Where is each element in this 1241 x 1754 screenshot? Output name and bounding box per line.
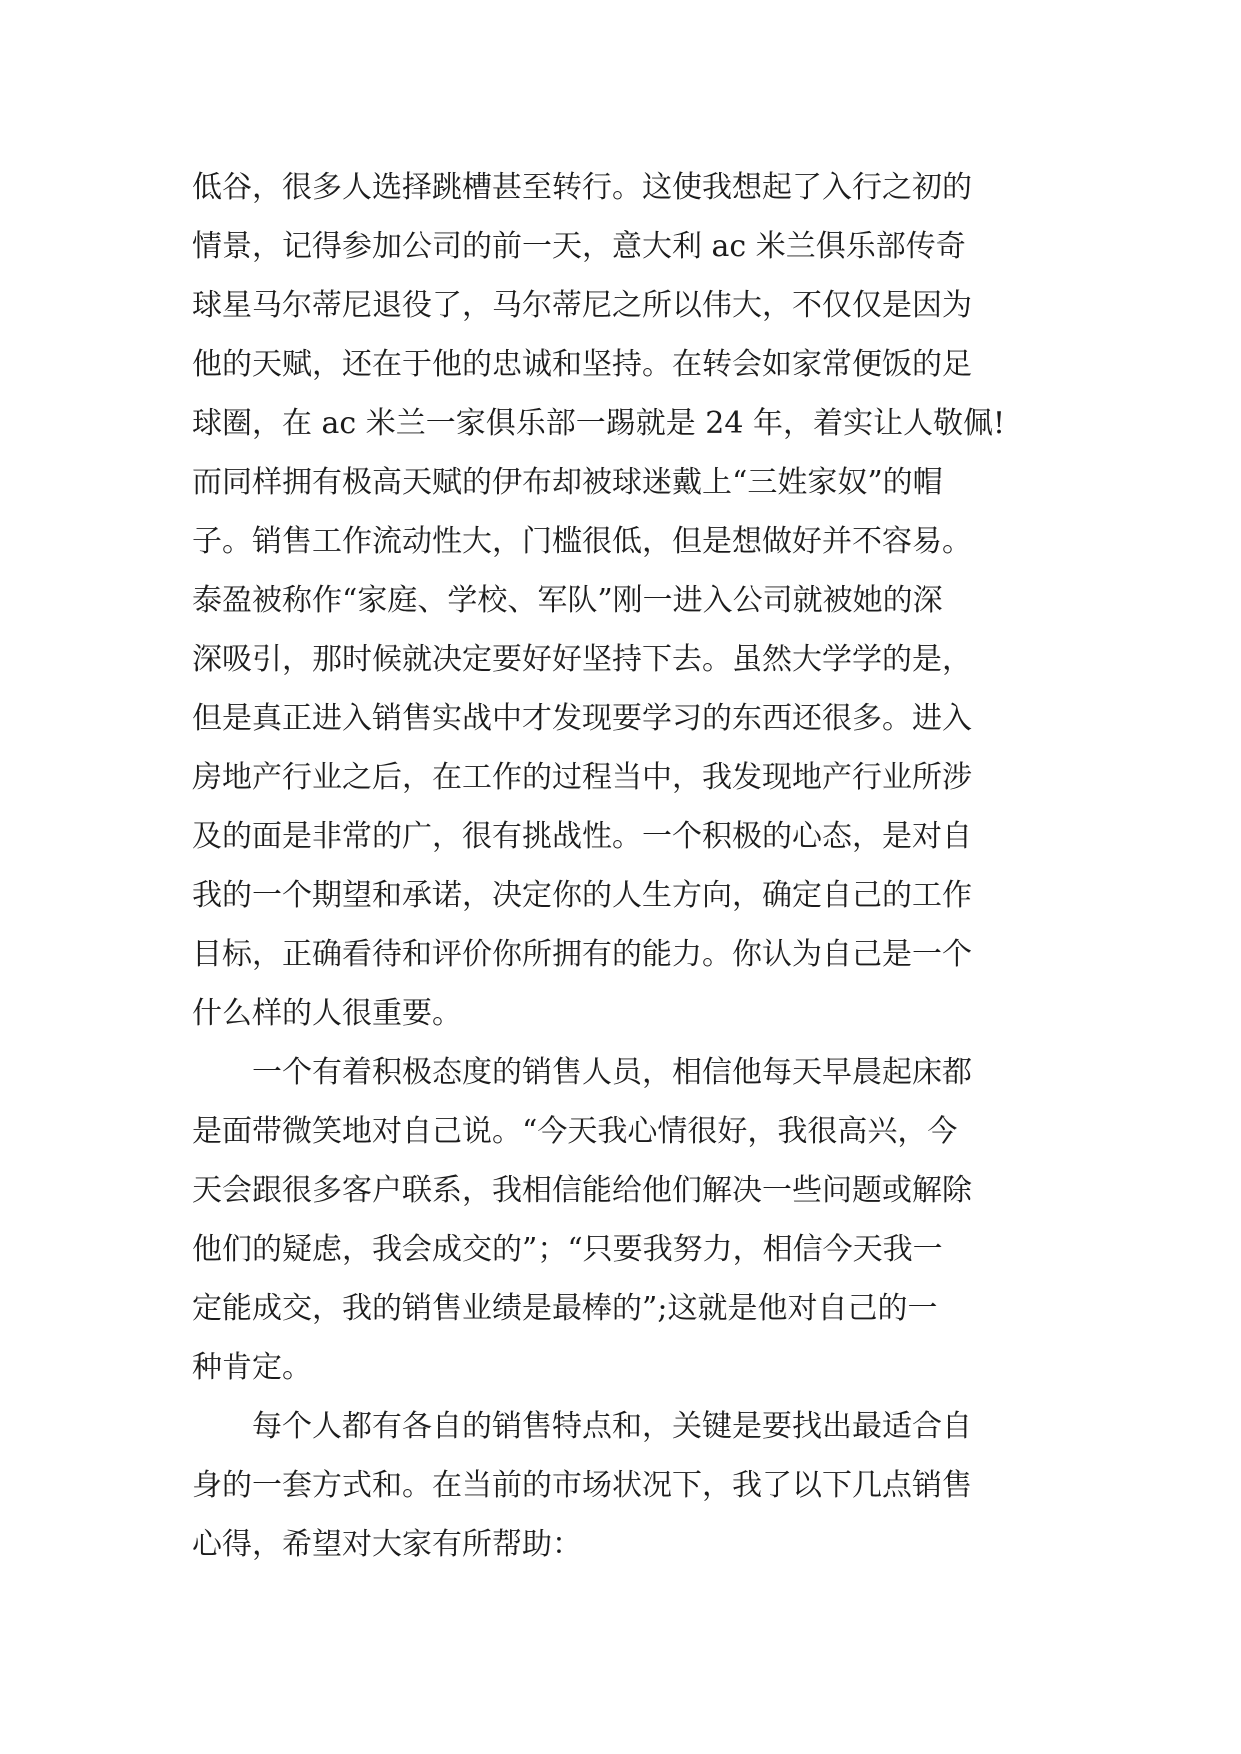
text-line: 但是真正进入销售实战中才发现要学习的东西还很多。进入 xyxy=(192,701,972,736)
text-line: 他的天赋，还在于他的忠诚和坚持。在转会如家常便饭的足 xyxy=(192,347,972,382)
text-line: 目标，正确看待和评价你所拥有的能力。你认为自己是一个 xyxy=(192,937,972,972)
text-line: 天会跟很多客户联系，我相信能给他们解决一些问题或解除 xyxy=(192,1173,972,1208)
text-line: 种肯定。 xyxy=(192,1350,312,1385)
text-line: 低谷，很多人选择跳槽甚至转行。这使我想起了入行之初的 xyxy=(192,170,972,205)
text-line: 深吸引，那时候就决定要好好坚持下去。虽然大学学的是， xyxy=(192,642,972,677)
text-line: 球圈，在 ac 米兰一家俱乐部一踢就是 24 年，着实让人敬佩! xyxy=(192,406,1006,441)
text-line: 每个人都有各自的销售特点和，关键是要找出最适合自 xyxy=(252,1409,972,1444)
text-line: 及的面是非常的广，很有挑战性。一个积极的心态，是对自 xyxy=(192,819,972,854)
text-line: 我的一个期望和承诺，决定你的人生方向，确定自己的工作 xyxy=(192,878,972,913)
text-line: 而同样拥有极高天赋的伊布却被球迷戴上“三姓家奴”的帽 xyxy=(192,465,943,500)
text-line: 什么样的人很重要。 xyxy=(192,996,462,1031)
paragraph-3 xyxy=(192,1397,1052,1574)
text-line: 情景，记得参加公司的前一天，意大利 ac 米兰俱乐部传奇 xyxy=(192,229,966,264)
text-line: 是面带微笑地对自己说。“今天我心情很好，我很高兴，今 xyxy=(192,1114,958,1149)
paragraph-2 xyxy=(192,1043,1052,1397)
text-line: 泰盈被称作“家庭、学校、军队”刚一进入公司就被她的深 xyxy=(192,583,943,618)
text-line: 定能成交，我的销售业绩是最棒的”;这就是他对自己的一 xyxy=(192,1291,938,1326)
text-line: 他们的疑虑，我会成交的”；“只要我努力，相信今天我一 xyxy=(192,1232,943,1267)
text-line: 一个有着积极态度的销售人员，相信他每天早晨起床都 xyxy=(252,1055,972,1090)
paragraph-1 xyxy=(192,158,1052,1043)
text-line: 房地产行业之后，在工作的过程当中，我发现地产行业所涉 xyxy=(192,760,972,795)
document-body xyxy=(192,158,1052,1574)
text-line: 心得，希望对大家有所帮助： xyxy=(192,1527,582,1562)
text-line: 子。销售工作流动性大，门槛很低，但是想做好并不容易。 xyxy=(192,524,972,559)
text-line: 身的一套方式和。在当前的市场状况下，我了以下几点销售 xyxy=(192,1468,972,1503)
text-line: 球星马尔蒂尼退役了，马尔蒂尼之所以伟大，不仅仅是因为 xyxy=(192,288,972,323)
